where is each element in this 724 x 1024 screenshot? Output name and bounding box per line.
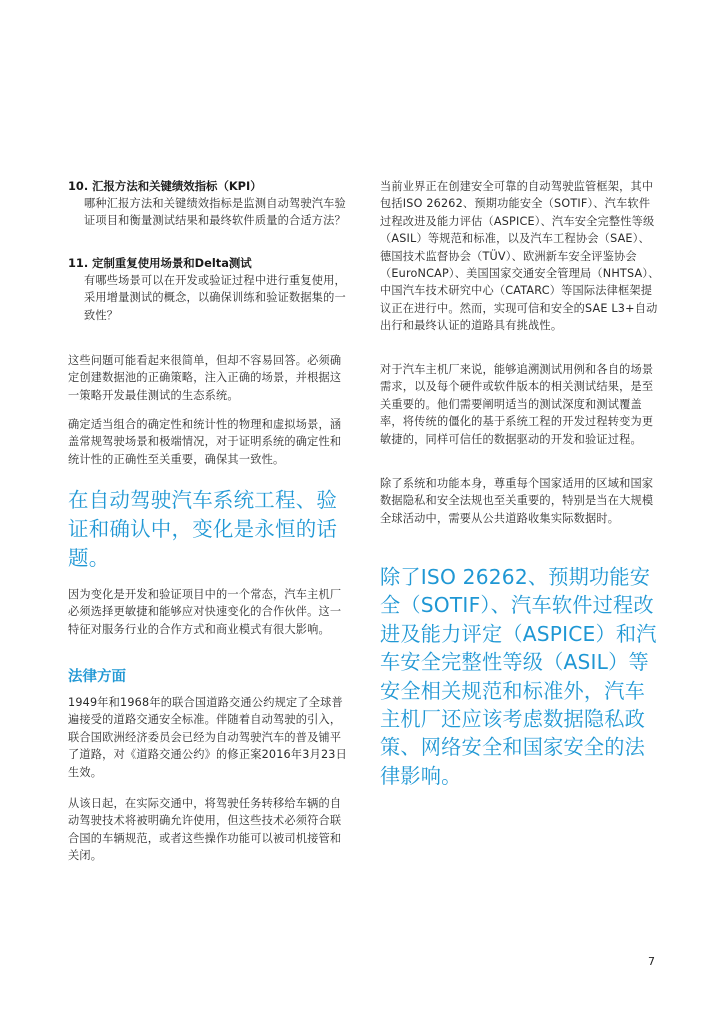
section-heading-legal: 法律方面: [68, 669, 126, 685]
paragraph-data-privacy: 除了系统和功能本身，尊重每个国家适用的区域和国家数据隐私和安全法规也至关重要的，特别是当在大规模全球活动中，需要从公共道路收集实际数据时。: [380, 477, 654, 525]
item-11-description: 有哪些场景可以在开发或验证过程中进行重复使用，采用增量测试的概念，以确保训练和验证数据集的一致性？: [84, 274, 346, 322]
paragraph-traceability: 对于汽车主机厂来说，能够追溯测试用例和各自的场景需求，以及每个硬件或软件版本的相关测试结果，是至关重要的。他们需要阐明适当的测试深度和测试覆盖率，将传统的僵化的基于系统工程的开发过程转变为更敏捷的，同样可信任的数据驱动的开发和验证过程。: [380, 363, 654, 446]
paragraph-agile-partners: 因为变化是开发和验证项目中的一个常态，汽车主机厂必须选择更敏捷和能够应对快速变化的合作伙伴。这一特征对服务行业的合作方式和商业模式有很大影响。: [68, 588, 342, 636]
paragraph-driving-task-transfer: 从该日起，在实际交通中，将驾驶任务转移给车辆的自动驾驶技术将被明确允许使用，但这些技术必须符合联合国的车辆规范，或者这些操作功能可以被司机接管和关闭。: [68, 797, 342, 863]
pull-quote-change: 在自动驾驶汽车系统工程、验证和确认中，变化是永恒的话题。: [68, 488, 338, 570]
page-number: 7: [648, 955, 655, 968]
paragraph-data-pool-strategy: 这些问题可能看起来很简单，但却不容易回答。必须确定创建数据池的正确策略，注入正确的场景，并根据这一策略开发最佳测试的生态系统。: [68, 354, 342, 402]
numbered-item-10: [68, 178, 351, 230]
paragraph-un-convention: 1949年和1968年的联合国道路交通公约规定了全球普遍接受的道路交通安全标准。伴随着自动驾驶的引入，联合国欧洲经济委员会已经为自动驾驶汽车的普及铺平了道路，对《道路交通公约》的修正案2016年3月23日生效。: [68, 696, 347, 779]
pull-quote-legal-impact: 除了ISO 26262、预期功能安全（SOTIF）、汽车软件过程改进及能力评定（ASPICE）和汽车安全完整性等级（ASIL）等安全相关规范和标准外，汽车主机厂还应该考虑数据隐私政策、网络安全和国家安全的法律影响。: [380, 565, 657, 788]
paragraph-scenario-combination: 确定适当组合的确定性和统计性的物理和虚拟场景，涵盖常规驾驶场景和极端情况，对于证明系统的确定性和统计性的正确性至关重要，确保其一致性。: [68, 418, 342, 466]
numbered-item-11: [68, 255, 351, 324]
paragraph-regulatory-framework: 当前业界正在创建安全可靠的自动驾驶监管框架，其中包括ISO 26262、预期功能安全（SOTIF）、汽车软件过程改进及能力评估（ASPICE）、汽车安全完整性等级（ASIL）等规范和标准，以及汽车工程协会（SAE）、德国技术监督协会（TÜV）、欧洲新车安全评鉴协会（EuroNCAP）、美国国家交通安全管理局（NHTSA）、中国汽车技术研究中心（CATARC）等国际法律框架提议正在进行中。然而，实现可信和安全的SAE L3+自动出行和最终认证的道路具有挑战性。: [380, 180, 660, 333]
item-11-title: 11. 定制重复使用场景和Delta测试: [68, 256, 252, 270]
item-10-title: 10. 汇报方法和关键绩效指标（KPI）: [68, 179, 262, 193]
item-10-description: 哪种汇报方法和关键绩效指标是监测自动驾驶汽车验证项目和衡量测试结果和最终软件质量的合适方法？: [84, 197, 346, 228]
